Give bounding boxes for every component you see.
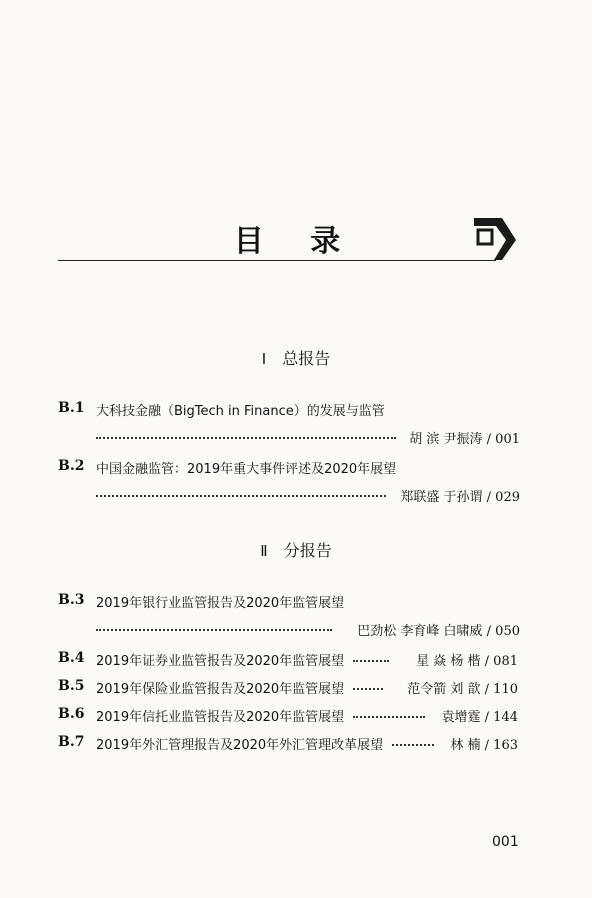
dot-leader [96,629,332,631]
entry-title: 2019年保险业监管报告及2020年监管展望 [96,682,345,697]
page-number: 001 [492,834,519,850]
entry-title: 2019年外汇管理报告及2020年外汇管理改革展望 [96,738,384,753]
entry-author: 林 楠 / 163 [446,734,518,753]
corner-logo-icon [472,214,518,262]
title-rule [58,260,496,261]
entry-author: 袁增霆 / 144 [438,706,518,725]
entry-code: B.2 [58,458,85,474]
toc-entry-b1[interactable] [58,400,518,422]
toc-entry-b3[interactable] [58,592,518,614]
entry-author: 郑联盛 于孙谓 / 029 [396,486,520,505]
toc-entry-b4[interactable] [58,650,518,672]
entry-leader-b2 [96,486,520,506]
entry-author: 范令箭 刘 歆 / 110 [403,678,518,697]
toc-entry-b7[interactable] [58,734,518,756]
entry-code: B.7 [58,734,85,750]
entry-code: B.3 [58,592,85,608]
entry-author: 巴劲松 李育峰 白啸威 / 050 [353,620,520,639]
dot-leader [96,437,396,439]
entry-title: 中国金融监管：2019年重大事件评述及2020年展望 [96,462,397,477]
dot-leader [96,495,386,497]
section-header-2 [0,538,592,561]
section-name: 分报告 [283,541,332,560]
entry-code: B.4 [58,650,85,666]
entry-author: 胡 滨 尹振涛 / 001 [405,428,520,447]
entry-title: 2019年信托业监管报告及2020年监管展望 [96,710,345,725]
dot-leader [392,744,434,746]
toc-entry-b2[interactable] [58,458,518,480]
dot-leader [353,660,389,662]
entry-leader-b1 [96,428,520,448]
toc-entry-b6[interactable] [58,706,518,728]
dot-leader [353,716,425,718]
entry-leader-b3 [96,620,520,640]
toc-entry-b5[interactable] [58,678,518,700]
entry-author: 星 焱 杨 楷 / 081 [412,650,518,669]
entry-code: B.5 [58,678,85,694]
entry-title: 大科技金融（BigTech in Finance）的发展与监管 [96,404,385,419]
dot-leader [353,688,383,690]
entry-code: B.1 [58,400,85,416]
page-title: 目 录 [233,224,359,259]
section-number: Ⅱ [260,542,268,560]
entry-code: B.6 [58,706,85,722]
entry-title: 2019年银行业监管报告及2020年监管展望 [96,596,345,611]
section-number: Ⅰ [261,350,267,368]
entry-title: 2019年证券业监管报告及2020年监管展望 [96,654,345,669]
section-name: 总报告 [282,349,331,368]
section-header-1 [0,346,592,369]
